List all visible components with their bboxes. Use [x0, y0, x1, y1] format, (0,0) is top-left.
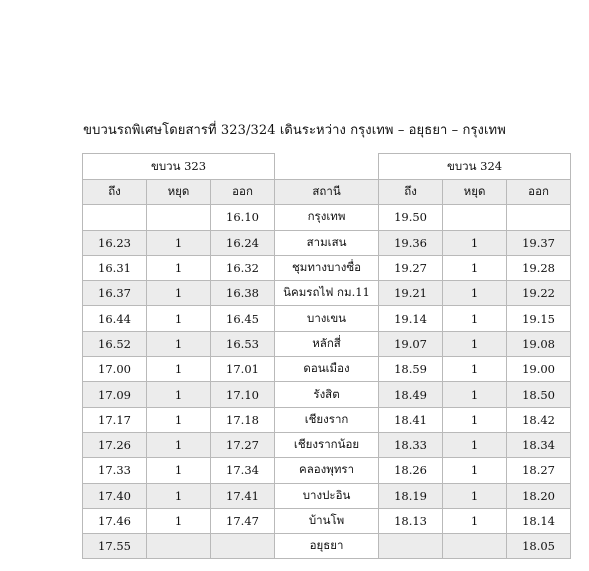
stop-324-cell: 1	[443, 508, 507, 533]
stop-323-cell: 1	[147, 255, 211, 280]
station-cell: คลองพุทรา	[275, 458, 379, 483]
depart-324-cell: 18.34	[507, 432, 571, 457]
arrive-323-cell: 17.55	[83, 534, 147, 559]
timetable	[82, 153, 571, 559]
stop-323-cell: 1	[147, 382, 211, 407]
depart-324-cell: 19.28	[507, 255, 571, 280]
station-cell: บ้านโพ	[275, 508, 379, 533]
arrive-323-cell: 17.46	[83, 508, 147, 533]
arrive-323-cell: 17.17	[83, 407, 147, 432]
depart-323-cell	[211, 534, 275, 559]
depart-323-cell: 17.47	[211, 508, 275, 533]
table-row	[83, 281, 571, 306]
depart-323-cell: 17.01	[211, 357, 275, 382]
arrive-324-cell: 18.13	[379, 508, 443, 533]
depart-323-cell: 16.32	[211, 255, 275, 280]
depart-324-cell: 18.20	[507, 483, 571, 508]
table-row	[83, 382, 571, 407]
table-row	[83, 255, 571, 280]
depart-324-cell: 18.14	[507, 508, 571, 533]
col-arrive-324: ถึง	[379, 180, 443, 205]
arrive-323-cell: 16.52	[83, 331, 147, 356]
arrive-324-cell: 18.49	[379, 382, 443, 407]
depart-323-cell: 17.10	[211, 382, 275, 407]
col-stop-324: หยุด	[443, 180, 507, 205]
stop-324-cell: 1	[443, 255, 507, 280]
header-gap-cell	[275, 154, 379, 180]
arrive-324-cell: 19.27	[379, 255, 443, 280]
station-cell: บางเขน	[275, 306, 379, 331]
station-cell: สามเสน	[275, 230, 379, 255]
arrive-323-cell: 17.33	[83, 458, 147, 483]
arrive-323-cell: 17.09	[83, 382, 147, 407]
depart-324-cell: 19.37	[507, 230, 571, 255]
table-row	[83, 508, 571, 533]
stop-323-cell: 1	[147, 306, 211, 331]
stop-323-cell: 1	[147, 281, 211, 306]
depart-323-cell: 17.34	[211, 458, 275, 483]
arrive-324-cell: 19.21	[379, 281, 443, 306]
station-cell: กรุงเทพ	[275, 205, 379, 230]
arrive-324-cell: 18.59	[379, 357, 443, 382]
station-cell: บางปะอิน	[275, 483, 379, 508]
depart-324-cell: 19.15	[507, 306, 571, 331]
table-row	[83, 230, 571, 255]
stop-323-cell	[147, 534, 211, 559]
depart-324-cell: 18.50	[507, 382, 571, 407]
table-row	[83, 483, 571, 508]
stop-324-cell	[443, 205, 507, 230]
depart-324-cell: 18.27	[507, 458, 571, 483]
station-cell: นิคมรถไฟ กม.11	[275, 281, 379, 306]
depart-323-cell: 16.38	[211, 281, 275, 306]
table-row	[83, 407, 571, 432]
arrive-324-cell: 18.41	[379, 407, 443, 432]
stop-323-cell: 1	[147, 458, 211, 483]
stop-324-cell: 1	[443, 281, 507, 306]
arrive-324-cell: 19.50	[379, 205, 443, 230]
stop-323-cell: 1	[147, 508, 211, 533]
stop-323-cell: 1	[147, 331, 211, 356]
depart-324-cell: 19.22	[507, 281, 571, 306]
arrive-324-cell: 19.07	[379, 331, 443, 356]
station-cell: ชุมทางบางซื่อ	[275, 255, 379, 280]
arrive-323-cell: 17.40	[83, 483, 147, 508]
depart-323-cell: 17.18	[211, 407, 275, 432]
stop-323-cell: 1	[147, 432, 211, 457]
depart-323-cell: 16.45	[211, 306, 275, 331]
stop-324-cell: 1	[443, 357, 507, 382]
depart-324-cell: 18.42	[507, 407, 571, 432]
table-row	[83, 306, 571, 331]
col-depart-323: ออก	[211, 180, 275, 205]
station-cell: รังสิต	[275, 382, 379, 407]
arrive-323-cell: 16.23	[83, 230, 147, 255]
depart-323-cell: 16.24	[211, 230, 275, 255]
stop-323-cell: 1	[147, 407, 211, 432]
stop-324-cell: 1	[443, 306, 507, 331]
arrive-323-cell: 16.37	[83, 281, 147, 306]
arrive-324-cell: 19.14	[379, 306, 443, 331]
stop-324-cell: 1	[443, 331, 507, 356]
col-arrive-323: ถึง	[83, 180, 147, 205]
stop-324-cell	[443, 534, 507, 559]
table-row	[83, 432, 571, 457]
stop-324-cell: 1	[443, 483, 507, 508]
stop-323-cell: 1	[147, 483, 211, 508]
table-row	[83, 458, 571, 483]
stop-323-cell	[147, 205, 211, 230]
depart-323-cell: 17.41	[211, 483, 275, 508]
arrive-323-cell: 17.26	[83, 432, 147, 457]
stop-323-cell: 1	[147, 357, 211, 382]
arrive-323-cell: 16.31	[83, 255, 147, 280]
stop-323-cell: 1	[147, 230, 211, 255]
depart-324-cell	[507, 205, 571, 230]
arrive-324-cell	[379, 534, 443, 559]
depart-324-cell: 19.00	[507, 357, 571, 382]
col-station: สถานี	[275, 180, 379, 205]
depart-323-cell: 16.10	[211, 205, 275, 230]
station-cell: หลักสี่	[275, 331, 379, 356]
stop-324-cell: 1	[443, 458, 507, 483]
arrive-324-cell: 18.33	[379, 432, 443, 457]
arrive-323-cell: 17.00	[83, 357, 147, 382]
arrive-324-cell: 19.36	[379, 230, 443, 255]
stop-324-cell: 1	[443, 382, 507, 407]
station-cell: เชียงราก	[275, 407, 379, 432]
arrive-324-cell: 18.19	[379, 483, 443, 508]
table-row	[83, 331, 571, 356]
station-cell: เชียงรากน้อย	[275, 432, 379, 457]
col-stop-323: หยุด	[147, 180, 211, 205]
arrive-323-cell: 16.44	[83, 306, 147, 331]
table-row	[83, 534, 571, 559]
arrive-324-cell: 18.26	[379, 458, 443, 483]
col-depart-324: ออก	[507, 180, 571, 205]
station-cell: ดอนเมือง	[275, 357, 379, 382]
train-323-header: ขบวน 323	[83, 154, 275, 180]
stop-324-cell: 1	[443, 432, 507, 457]
depart-323-cell: 16.53	[211, 331, 275, 356]
depart-324-cell: 18.05	[507, 534, 571, 559]
train-324-header: ขบวน 324	[379, 154, 571, 180]
depart-324-cell: 19.08	[507, 331, 571, 356]
stop-324-cell: 1	[443, 407, 507, 432]
table-row	[83, 205, 571, 230]
station-cell: อยุธยา	[275, 534, 379, 559]
stop-324-cell: 1	[443, 230, 507, 255]
table-row	[83, 357, 571, 382]
depart-323-cell: 17.27	[211, 432, 275, 457]
arrive-323-cell	[83, 205, 147, 230]
page-title: ขบวนรถพิเศษโดยสารที่ 323/324 เดินระหว่าง กรุงเทพ – อยุธยา – กรุงเทพ	[83, 123, 506, 138]
